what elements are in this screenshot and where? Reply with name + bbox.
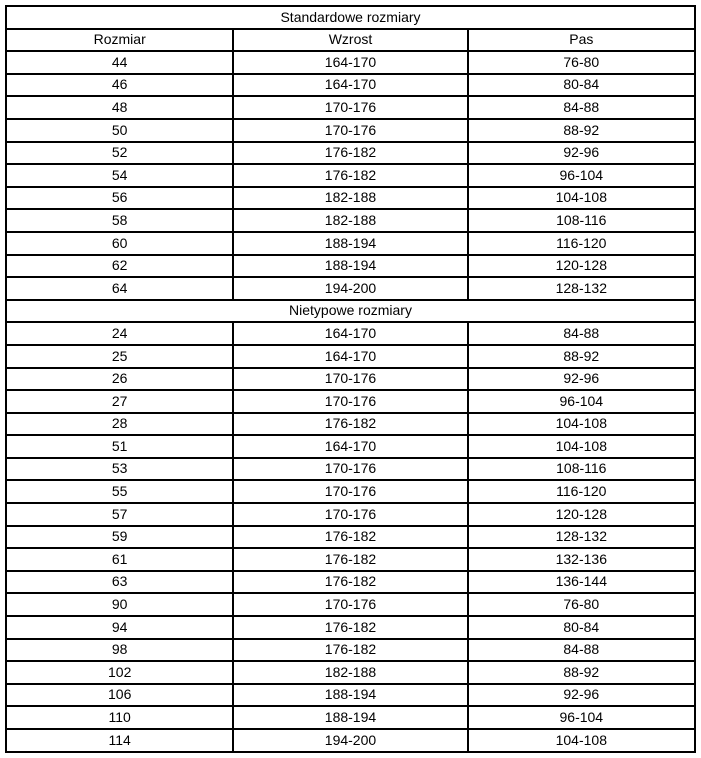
size-cell: 28 bbox=[6, 413, 233, 436]
waist-cell: 104-108 bbox=[468, 413, 695, 436]
size-table bbox=[5, 5, 696, 753]
size-cell: 26 bbox=[6, 368, 233, 391]
waist-cell: 84-88 bbox=[468, 322, 695, 345]
height-cell: 170-176 bbox=[233, 390, 467, 413]
height-cell: 164-170 bbox=[233, 74, 467, 97]
size-cell: 44 bbox=[6, 51, 233, 74]
size-cell: 60 bbox=[6, 232, 233, 255]
size-cell: 59 bbox=[6, 526, 233, 549]
size-cell: 106 bbox=[6, 684, 233, 707]
table-row bbox=[6, 74, 695, 97]
height-cell: 164-170 bbox=[233, 322, 467, 345]
table-row bbox=[6, 322, 695, 345]
waist-cell: 76-80 bbox=[468, 593, 695, 616]
table-row bbox=[6, 639, 695, 662]
size-cell: 110 bbox=[6, 706, 233, 729]
height-cell: 188-194 bbox=[233, 232, 467, 255]
height-cell: 170-176 bbox=[233, 119, 467, 142]
height-cell: 176-182 bbox=[233, 548, 467, 571]
waist-cell: 116-120 bbox=[468, 232, 695, 255]
size-cell: 58 bbox=[6, 209, 233, 232]
height-cell: 188-194 bbox=[233, 255, 467, 278]
height-cell: 176-182 bbox=[233, 526, 467, 549]
size-cell: 46 bbox=[6, 74, 233, 97]
waist-cell: 120-128 bbox=[468, 255, 695, 278]
height-cell: 188-194 bbox=[233, 706, 467, 729]
table-row bbox=[6, 119, 695, 142]
table-row bbox=[6, 616, 695, 639]
size-cell: 52 bbox=[6, 142, 233, 165]
height-cell: 194-200 bbox=[233, 729, 467, 752]
table-row bbox=[6, 232, 695, 255]
size-cell: 54 bbox=[6, 164, 233, 187]
height-cell: 170-176 bbox=[233, 593, 467, 616]
waist-cell: 116-120 bbox=[468, 480, 695, 503]
waist-cell: 120-128 bbox=[468, 503, 695, 526]
height-cell: 182-188 bbox=[233, 661, 467, 684]
waist-cell: 80-84 bbox=[468, 616, 695, 639]
height-cell: 170-176 bbox=[233, 458, 467, 481]
height-cell: 170-176 bbox=[233, 368, 467, 391]
size-cell: 55 bbox=[6, 480, 233, 503]
size-cell: 62 bbox=[6, 255, 233, 278]
size-cell: 64 bbox=[6, 277, 233, 300]
size-cell: 24 bbox=[6, 322, 233, 345]
section-title-row bbox=[6, 300, 695, 323]
table-row bbox=[6, 142, 695, 165]
table-row bbox=[6, 390, 695, 413]
table-row bbox=[6, 548, 695, 571]
table-row bbox=[6, 480, 695, 503]
height-cell: 194-200 bbox=[233, 277, 467, 300]
table-row bbox=[6, 435, 695, 458]
height-cell: 176-182 bbox=[233, 413, 467, 436]
section-title: Standardowe rozmiary bbox=[6, 6, 695, 29]
height-cell: 182-188 bbox=[233, 209, 467, 232]
waist-cell: 96-104 bbox=[468, 390, 695, 413]
size-cell: 61 bbox=[6, 548, 233, 571]
waist-cell: 96-104 bbox=[468, 706, 695, 729]
table-row bbox=[6, 729, 695, 752]
waist-cell: 108-116 bbox=[468, 209, 695, 232]
height-cell: 164-170 bbox=[233, 345, 467, 368]
size-cell: 27 bbox=[6, 390, 233, 413]
table-row bbox=[6, 526, 695, 549]
height-cell: 170-176 bbox=[233, 96, 467, 119]
size-cell: 57 bbox=[6, 503, 233, 526]
height-cell: 176-182 bbox=[233, 639, 467, 662]
waist-cell: 132-136 bbox=[468, 548, 695, 571]
height-cell: 182-188 bbox=[233, 187, 467, 210]
table-row bbox=[6, 277, 695, 300]
waist-cell: 104-108 bbox=[468, 435, 695, 458]
waist-cell: 136-144 bbox=[468, 571, 695, 594]
height-cell: 170-176 bbox=[233, 503, 467, 526]
height-cell: 164-170 bbox=[233, 51, 467, 74]
size-cell: 94 bbox=[6, 616, 233, 639]
size-cell: 48 bbox=[6, 96, 233, 119]
header-row bbox=[6, 29, 695, 52]
waist-cell: 80-84 bbox=[468, 74, 695, 97]
table-row bbox=[6, 413, 695, 436]
table-row bbox=[6, 706, 695, 729]
waist-cell: 104-108 bbox=[468, 187, 695, 210]
waist-cell: 104-108 bbox=[468, 729, 695, 752]
table-row bbox=[6, 209, 695, 232]
size-cell: 25 bbox=[6, 345, 233, 368]
size-cell: 56 bbox=[6, 187, 233, 210]
table-row bbox=[6, 51, 695, 74]
size-cell: 98 bbox=[6, 639, 233, 662]
height-cell: 176-182 bbox=[233, 142, 467, 165]
height-cell: 176-182 bbox=[233, 616, 467, 639]
size-cell: 53 bbox=[6, 458, 233, 481]
table-row bbox=[6, 593, 695, 616]
height-cell: 188-194 bbox=[233, 684, 467, 707]
size-cell: 63 bbox=[6, 571, 233, 594]
waist-cell: 92-96 bbox=[468, 684, 695, 707]
size-cell: 51 bbox=[6, 435, 233, 458]
table-row bbox=[6, 503, 695, 526]
section-title-row bbox=[6, 6, 695, 29]
section-title: Nietypowe rozmiary bbox=[6, 300, 695, 323]
table-row bbox=[6, 684, 695, 707]
table-row bbox=[6, 458, 695, 481]
waist-cell: 92-96 bbox=[468, 368, 695, 391]
table-row bbox=[6, 345, 695, 368]
waist-cell: 84-88 bbox=[468, 639, 695, 662]
table-row bbox=[6, 96, 695, 119]
height-cell: 164-170 bbox=[233, 435, 467, 458]
waist-cell: 92-96 bbox=[468, 142, 695, 165]
height-cell: 176-182 bbox=[233, 571, 467, 594]
size-table-body bbox=[6, 6, 695, 752]
table-row bbox=[6, 571, 695, 594]
size-cell: 102 bbox=[6, 661, 233, 684]
height-cell: 176-182 bbox=[233, 164, 467, 187]
column-header-rozmiar: Rozmiar bbox=[6, 29, 233, 52]
size-cell: 90 bbox=[6, 593, 233, 616]
waist-cell: 128-132 bbox=[468, 526, 695, 549]
waist-cell: 108-116 bbox=[468, 458, 695, 481]
column-header-wzrost: Wzrost bbox=[233, 29, 467, 52]
table-row bbox=[6, 368, 695, 391]
waist-cell: 88-92 bbox=[468, 119, 695, 142]
height-cell: 170-176 bbox=[233, 480, 467, 503]
waist-cell: 96-104 bbox=[468, 164, 695, 187]
waist-cell: 76-80 bbox=[468, 51, 695, 74]
size-cell: 114 bbox=[6, 729, 233, 752]
waist-cell: 128-132 bbox=[468, 277, 695, 300]
size-cell: 50 bbox=[6, 119, 233, 142]
table-row bbox=[6, 255, 695, 278]
waist-cell: 88-92 bbox=[468, 661, 695, 684]
table-row bbox=[6, 187, 695, 210]
table-row bbox=[6, 164, 695, 187]
column-header-pas: Pas bbox=[468, 29, 695, 52]
table-row bbox=[6, 661, 695, 684]
waist-cell: 88-92 bbox=[468, 345, 695, 368]
waist-cell: 84-88 bbox=[468, 96, 695, 119]
